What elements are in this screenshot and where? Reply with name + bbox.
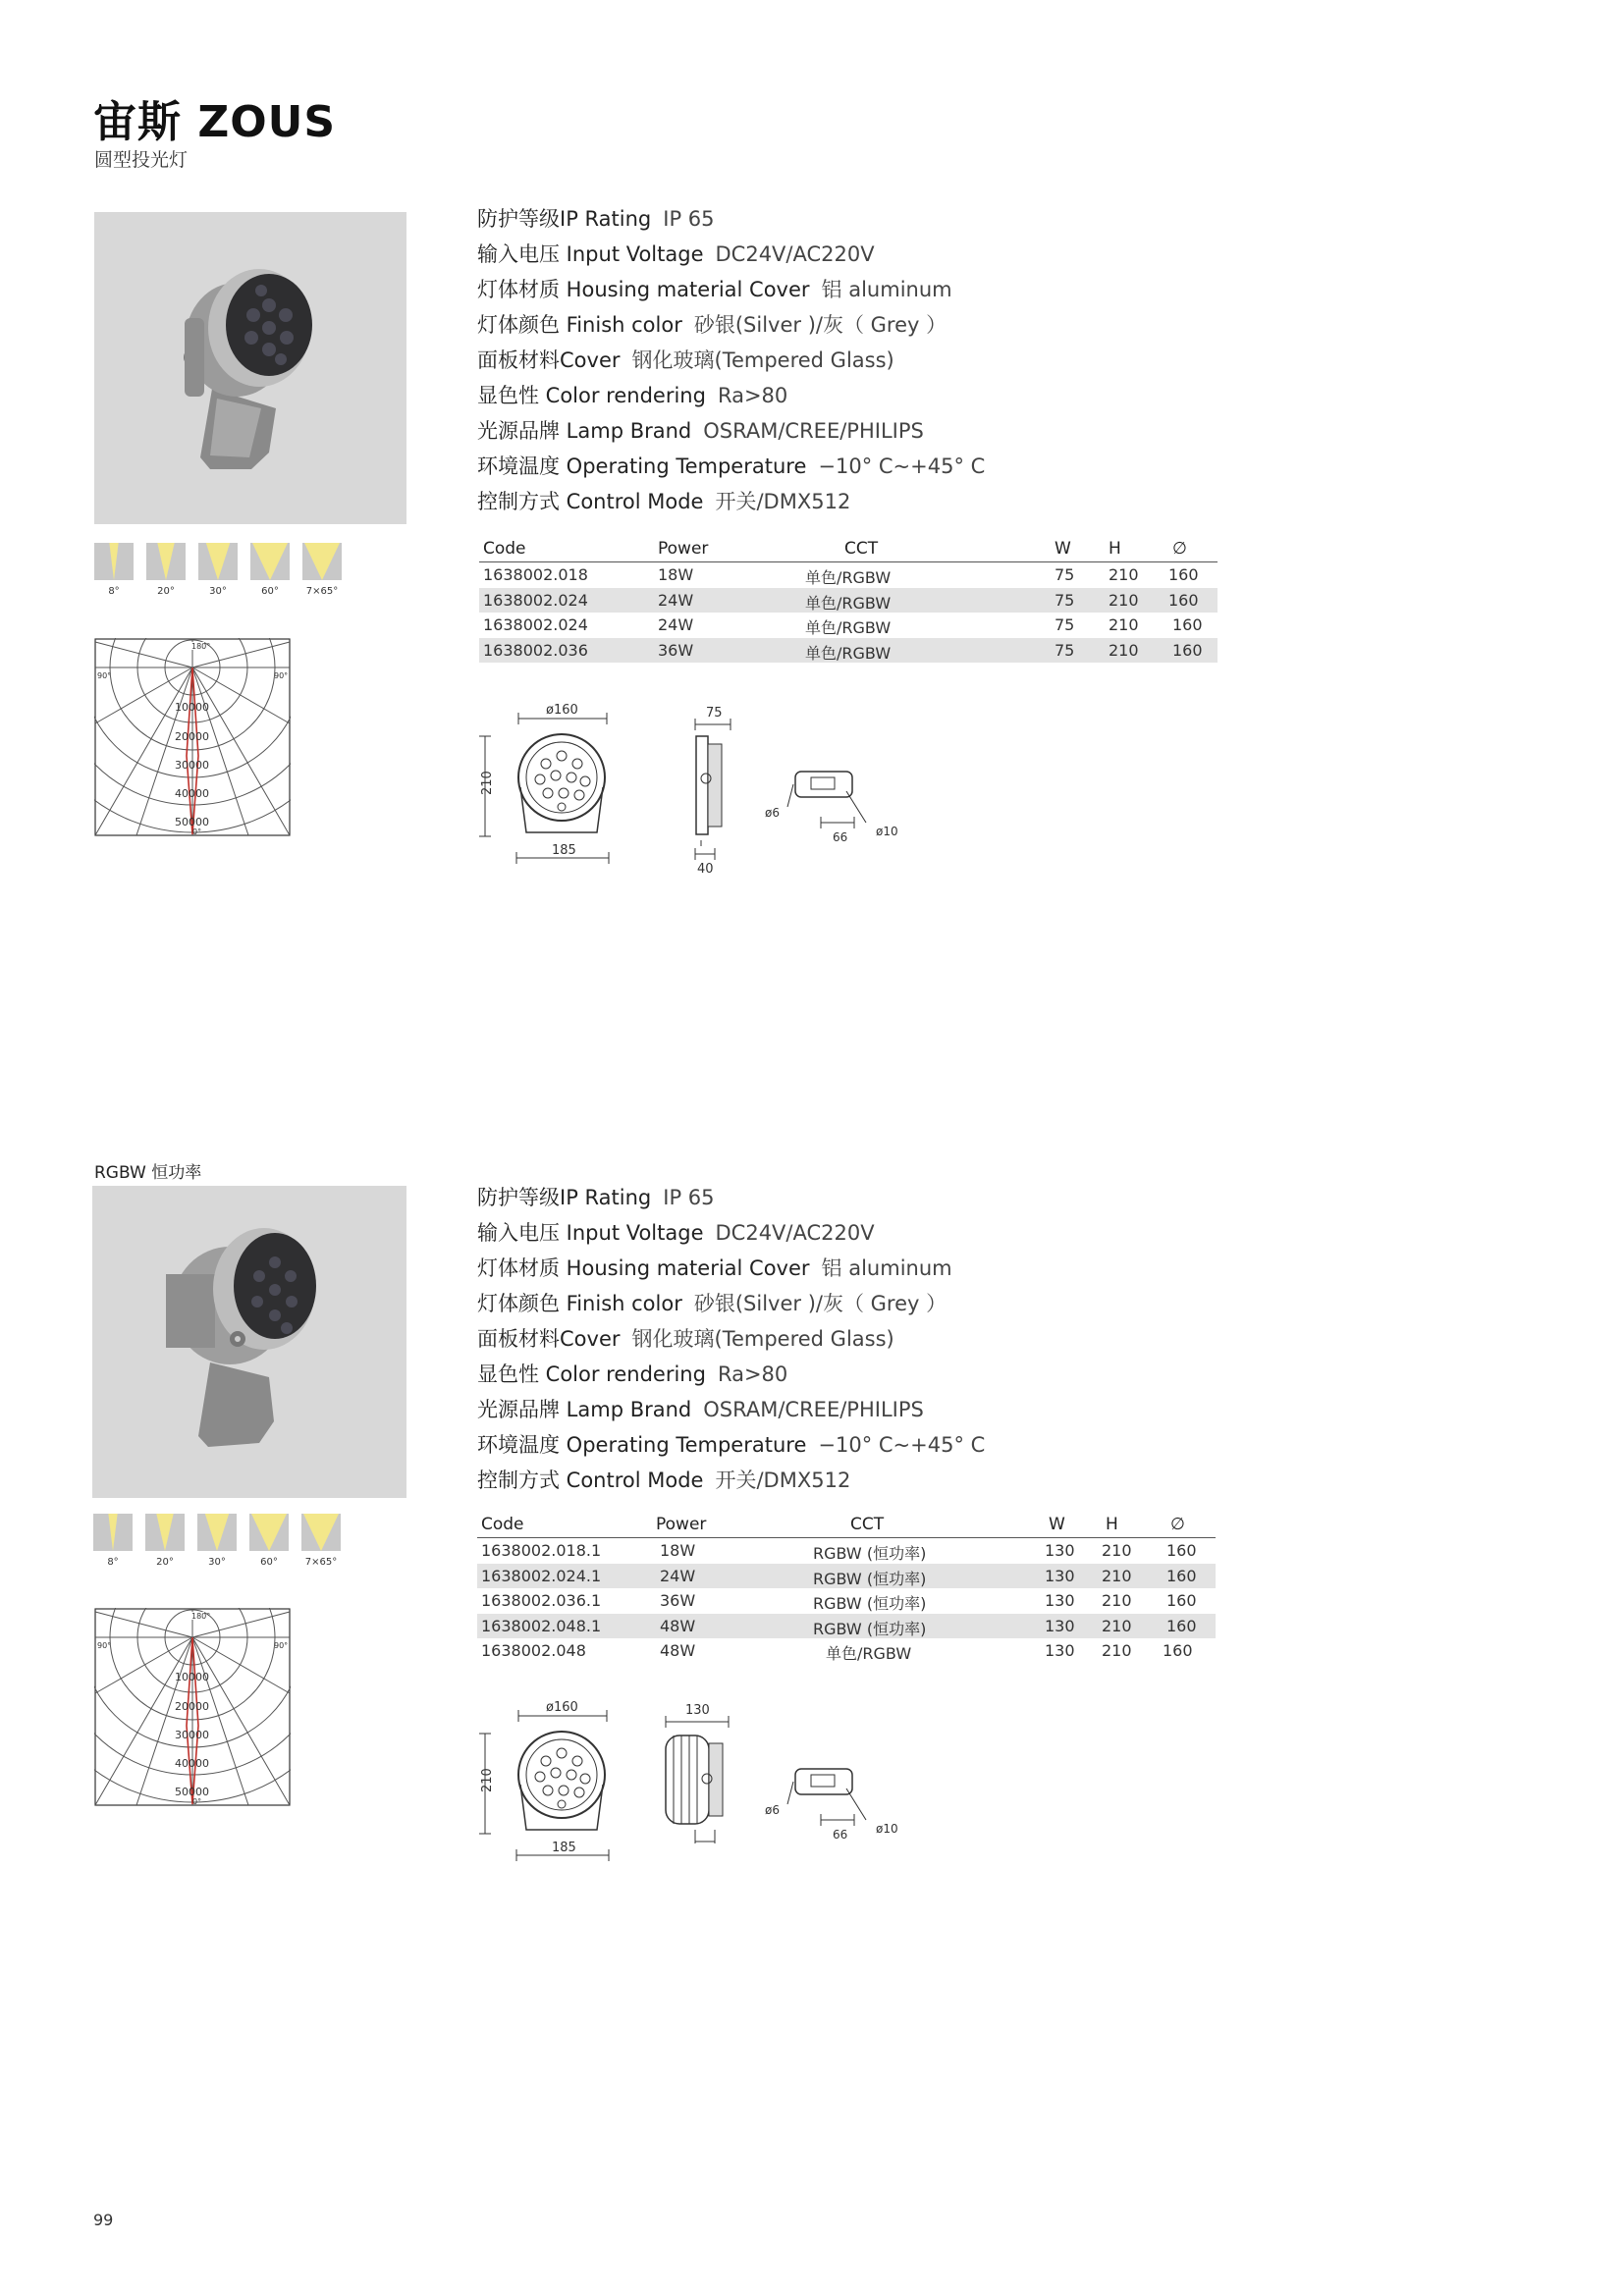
spec-list [477,201,1027,519]
spec-table [479,538,1218,663]
beam-cone-shape [109,543,118,580]
cell-code: 1638002.024 [483,615,588,634]
cell-h: 210 [1109,590,1139,610]
polar-ring-label: 10000 [175,1671,209,1683]
beam-cone-shape [251,1514,287,1551]
beam-angle [198,543,238,597]
spec-row [477,1427,1027,1463]
spec-row [477,237,1027,272]
table-row [477,1564,1216,1589]
spec-row [477,307,1027,343]
spec-label: 面板材料Cover [477,1327,621,1351]
page-subtitle: 圆型投光灯 [94,149,189,171]
spec-label: 显色性 Color rendering [477,1362,706,1386]
spec-row [477,1180,1027,1215]
beam-cone [93,1514,133,1551]
beam-cone [146,543,186,580]
spec-row [477,272,1027,307]
dim-base: 185 [552,843,576,858]
beam-cone [250,543,290,580]
spec-label: 显色性 Color rendering [477,384,706,407]
header-power: Power [656,1515,707,1534]
cell-cct: RGBW (恒功率) [813,1594,927,1613]
spec-row [477,1392,1027,1427]
polar-ring-label: 50000 [175,816,209,828]
spec-row [477,378,1027,413]
dim-slot: 66 [833,1828,848,1842]
spec-value: 钢化玻璃(Tempered Glass) [631,1327,894,1351]
beam-angle-label: 60° [260,1557,278,1568]
cell-code: 1638002.018 [483,565,588,584]
cell-cct: 单色/RGBW [805,618,892,637]
cell-power: 24W [658,590,694,610]
beam-angle-label: 20° [157,586,175,597]
dim-height: 210 [480,1768,495,1792]
header-w: W [1049,1515,1065,1534]
spec-value: Ra>80 [717,384,788,407]
spec-row [477,1286,1027,1321]
spec-label: 输入电压 Input Voltage [477,1221,704,1245]
polar-ring-label: 30000 [175,759,209,772]
table-row [477,1538,1216,1564]
cell-diameter: 160 [1168,565,1199,584]
beam-angle-label: 20° [156,1557,174,1568]
dim-diameter: ø160 [546,703,578,718]
cell-cct: RGBW (恒功率) [813,1569,927,1588]
cell-diameter: 160 [1172,640,1203,660]
cell-code: 1638002.048.1 [481,1616,602,1635]
dim-side-base: 40 [697,862,714,877]
beam-angle-label: 8° [108,586,120,597]
polar-diagram [94,1608,291,1810]
beam-angle [94,543,134,597]
polar-bottom-label: 0° [192,828,202,836]
spec-label: 环境温度 Operating Temperature [477,1433,807,1457]
cell-code: 1638002.048 [481,1641,586,1660]
polar-bottom-label: 0° [192,1797,202,1806]
beam-angle [250,543,290,597]
spec-value: 铝 aluminum [821,1256,952,1280]
spec-label: 输入电压 Input Voltage [477,242,704,266]
spec-row [477,1357,1027,1392]
spec-value: Ra>80 [717,1362,788,1386]
cell-w: 75 [1055,590,1075,610]
spec-row [477,1215,1027,1251]
cell-diameter: 160 [1166,1616,1197,1635]
beam-angle [145,1514,185,1568]
dim-side-width: 130 [685,1703,710,1718]
dimension-drawing [477,1694,919,1880]
cell-w: 75 [1055,565,1075,584]
spec-label: 灯体颜色 Finish color [477,313,682,337]
cell-w: 130 [1045,1641,1075,1660]
header-w: W [1055,539,1071,559]
header-h: H [1109,539,1121,559]
page-title: 宙斯 ZOUS [93,97,337,147]
cell-w: 75 [1055,640,1075,660]
spec-row [477,201,1027,237]
beam-angle [249,1514,289,1568]
beam-cone [197,1514,237,1551]
beam-cone [249,1514,289,1551]
dim-base: 185 [552,1841,576,1855]
header-diameter: ∅ [1170,1515,1185,1534]
dim-hole2: ø10 [876,825,898,838]
beam-angle-label: 7×65° [304,1557,338,1568]
header-h: H [1106,1515,1118,1534]
cell-power: 18W [660,1541,696,1560]
beam-cone-shape [252,543,288,580]
dim-hole: ø6 [765,806,780,820]
cell-w: 130 [1045,1616,1075,1635]
spec-value: 开关/DMX512 [715,490,851,513]
cell-power: 18W [658,565,694,584]
cell-h: 210 [1109,615,1139,634]
cell-diameter: 160 [1166,1566,1197,1585]
spec-label: 灯体颜色 Finish color [477,1292,682,1315]
spec-value: 钢化玻璃(Tempered Glass) [631,348,894,372]
spec-value: IP 65 [663,1186,715,1209]
cell-diameter: 160 [1166,1591,1197,1610]
cell-diameter: 160 [1172,615,1203,634]
spec-label: 光源品牌 Lamp Brand [477,1398,692,1421]
beam-cone-shape [157,543,174,580]
cell-w: 130 [1045,1541,1075,1560]
beam-cone [145,1514,185,1551]
cell-power: 48W [660,1641,696,1660]
cell-power: 24W [658,615,694,634]
spec-value: 砂银(Silver )/灰（ Grey ） [693,1292,947,1315]
header-cct: CCT [850,1515,885,1534]
dim-hole: ø6 [765,1803,780,1817]
cell-cct: RGBW (恒功率) [813,1619,927,1638]
cell-h: 210 [1109,565,1139,584]
table-row [479,638,1218,664]
beam-angle-label: 60° [261,586,279,597]
polar-top-label: 180° [191,642,211,651]
beam-cone [198,543,238,580]
cell-cct: 单色/RGBW [805,568,892,587]
cell-cct: 单色/RGBW [805,643,892,663]
spec-value: OSRAM/CREE/PHILIPS [703,419,924,443]
beam-cone-shape [304,543,340,580]
beam-cone-shape [156,1514,173,1551]
header-cct: CCT [844,539,879,559]
table-header [479,538,1218,562]
table-row [477,1638,1216,1664]
polar-ring-label: 40000 [175,787,209,800]
cell-h: 210 [1102,1566,1132,1585]
polar-right-label: 90° [274,671,289,680]
polar-left-label: 90° [97,671,112,680]
dimension-drawing [477,697,919,882]
spec-label: 环境温度 Operating Temperature [477,454,807,478]
dim-side-width: 75 [706,706,723,721]
beam-cone [94,543,134,580]
cell-code: 1638002.036.1 [481,1591,602,1610]
beam-angle [301,1514,341,1568]
beam-angle-label: 8° [107,1557,119,1568]
spec-value: OSRAM/CREE/PHILIPS [703,1398,924,1421]
spec-list [477,1180,1027,1498]
spec-label: 防护等级IP Rating [477,207,652,231]
spec-value: 铝 aluminum [821,278,952,301]
beam-cone [302,543,342,580]
polar-ring-label: 20000 [175,730,209,743]
polar-diagram [94,638,291,840]
spec-label: 灯体材质 Housing material Cover [477,278,810,301]
cell-w: 75 [1055,615,1075,634]
dim-diameter: ø160 [546,1700,578,1715]
spec-value: 砂银(Silver )/灰（ Grey ） [693,313,947,337]
dim-slot: 66 [833,830,848,844]
header-power: Power [658,539,709,559]
beam-angle [93,1514,133,1568]
spec-row [477,343,1027,378]
spec-row [477,484,1027,519]
polar-top-label: 180° [191,1612,211,1621]
polar-right-label: 90° [274,1641,289,1650]
spec-label: 防护等级IP Rating [477,1186,652,1209]
cell-code: 1638002.024.1 [481,1566,602,1585]
spec-value: DC24V/AC220V [715,1221,875,1245]
dim-height: 210 [480,771,495,795]
cell-diameter: 160 [1168,590,1199,610]
spec-table [477,1514,1216,1664]
header-code: Code [483,539,526,559]
section-label: RGBW 恒功率 [94,1163,202,1183]
spec-value: −10° C~+45° C [818,1433,986,1457]
table-row [479,613,1218,638]
cell-code: 1638002.018.1 [481,1541,602,1560]
beam-cone-shape [205,1514,229,1551]
cell-h: 210 [1102,1616,1132,1635]
cell-power: 48W [660,1616,696,1635]
beam-angle-label: 7×65° [305,586,339,597]
header-diameter: ∅ [1172,539,1187,559]
beam-angle-row [93,1514,341,1568]
beam-angle-label: 30° [208,1557,226,1568]
table-row [477,1588,1216,1614]
cell-code: 1638002.024 [483,590,588,610]
spec-row [477,449,1027,484]
product-photo [92,1186,406,1498]
polar-ring-label: 40000 [175,1757,209,1770]
spec-value: 开关/DMX512 [715,1468,851,1492]
cell-diameter: 160 [1163,1641,1193,1660]
spec-label: 控制方式 Control Mode [477,1468,704,1492]
cell-cct: RGBW (恒功率) [813,1544,927,1563]
cell-w: 130 [1045,1566,1075,1585]
polar-ring-label: 10000 [175,701,209,714]
beam-cone-shape [206,543,230,580]
table-row [477,1614,1216,1639]
cell-power: 36W [660,1591,696,1610]
spec-row [477,1463,1027,1498]
dim-hole2: ø10 [876,1822,898,1836]
header-code: Code [481,1515,524,1534]
spec-label: 控制方式 Control Mode [477,490,704,513]
cell-cct: 单色/RGBW [805,593,892,613]
spec-label: 灯体材质 Housing material Cover [477,1256,810,1280]
spec-value: IP 65 [663,207,715,231]
cell-cct: 单色/RGBW [826,1644,912,1663]
beam-angle [197,1514,237,1568]
cell-power: 36W [658,640,694,660]
spec-row [477,1321,1027,1357]
cell-h: 210 [1109,640,1139,660]
table-header [477,1514,1216,1538]
beam-cone-shape [108,1514,117,1551]
cell-h: 210 [1102,1541,1132,1560]
polar-ring-label: 50000 [175,1786,209,1798]
spec-label: 光源品牌 Lamp Brand [477,419,692,443]
spec-value: DC24V/AC220V [715,242,875,266]
polar-ring-label: 30000 [175,1729,209,1741]
cell-diameter: 160 [1166,1541,1197,1560]
polar-left-label: 90° [97,1641,112,1650]
spec-label: 面板材料Cover [477,348,621,372]
spec-row [477,1251,1027,1286]
beam-angle [146,543,186,597]
beam-angle [302,543,342,597]
cell-h: 210 [1102,1641,1132,1660]
beam-angle-label: 30° [209,586,227,597]
beam-angle-row [94,543,342,597]
cell-w: 130 [1045,1591,1075,1610]
product-photo [94,212,406,524]
cell-code: 1638002.036 [483,640,588,660]
polar-ring-label: 20000 [175,1700,209,1713]
spec-row [477,413,1027,449]
table-row [479,562,1218,588]
cell-power: 24W [660,1566,696,1585]
spec-value: −10° C~+45° C [818,454,986,478]
beam-cone-shape [303,1514,339,1551]
table-row [479,588,1218,614]
cell-h: 210 [1102,1591,1132,1610]
page-number: 99 [93,2211,114,2229]
beam-cone [301,1514,341,1551]
